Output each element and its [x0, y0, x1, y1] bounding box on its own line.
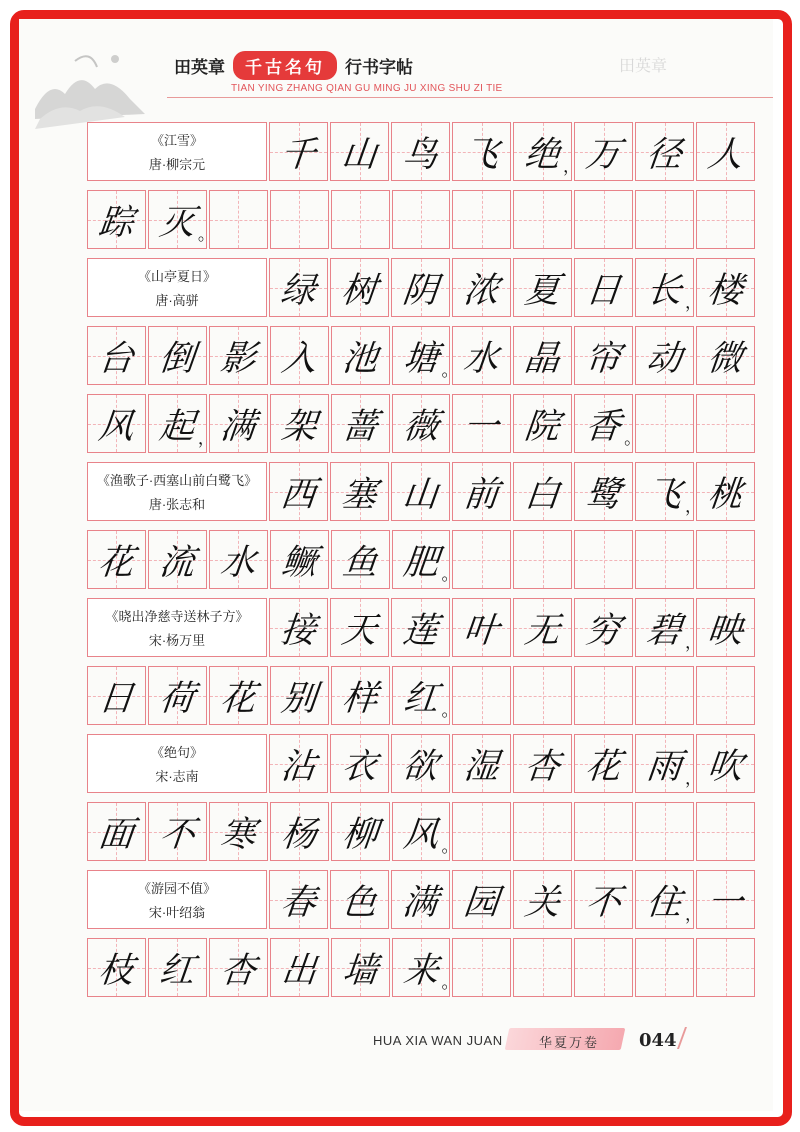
grid-cell [513, 190, 572, 249]
calligraphy-character: 池 [340, 338, 380, 379]
calligraphy-character: 无 [522, 610, 562, 651]
calligraphy-character: 飞 [461, 134, 501, 175]
grid-cell [574, 598, 633, 657]
grid-cell [392, 326, 459, 385]
grid-cell [392, 938, 459, 997]
grid-cell [513, 530, 572, 589]
grid-cell [696, 598, 755, 657]
calligraphy-character: 花 [96, 542, 136, 583]
calligraphy-character: 长 [644, 270, 684, 311]
grid-cell [696, 462, 755, 521]
calligraphy-character: 杨 [279, 814, 319, 855]
grid-cell [269, 122, 328, 181]
grid-cell [574, 258, 633, 317]
poem-author: 宋·杨万里 [148, 633, 206, 648]
grid-cell [209, 394, 268, 453]
grid-cell [209, 530, 268, 589]
grid-cell [696, 870, 755, 929]
calligraphy-character: 日 [96, 678, 136, 719]
grid-cell [635, 190, 694, 249]
calligraphy-character: 天 [339, 610, 379, 651]
calligraphy-character: 花 [583, 746, 623, 787]
grid-cell [513, 870, 572, 929]
grid-row [87, 938, 755, 997]
grid-cell [270, 530, 329, 589]
poem-title-box [87, 598, 267, 657]
punctuation-mark: 。 [441, 361, 459, 381]
grid-cell [452, 122, 511, 181]
grid-cell [331, 394, 390, 453]
grid-cell [452, 734, 511, 793]
calligraphy-character: 蔷 [340, 406, 380, 447]
calligraphy-character: 住 [644, 882, 684, 923]
grid-cell [574, 870, 633, 929]
calligraphy-character: 肥 [401, 542, 441, 583]
calligraphy-character: 灭 [157, 202, 197, 243]
grid-cell [331, 530, 390, 589]
grid-cell [269, 870, 328, 929]
poem-title-box [87, 462, 267, 521]
calligraphy-character: 园 [461, 882, 501, 923]
calligraphy-character: 前 [461, 474, 501, 515]
calligraphy-character: 万 [583, 134, 623, 175]
calligraphy-character: 薇 [401, 406, 441, 447]
grid-cell [148, 666, 207, 725]
poem-author: 唐·张志和 [148, 497, 206, 512]
poem-author: 宋·志南 [155, 769, 199, 784]
poem-author: 唐·高骈 [155, 293, 199, 308]
grid-cell [270, 938, 329, 997]
calligraphy-character: 桃 [705, 474, 745, 515]
grid-cell [635, 462, 702, 521]
grid-cell [331, 802, 390, 861]
grid-cell [696, 258, 755, 317]
grid-cell [209, 666, 268, 725]
grid-cell [452, 190, 511, 249]
header-book-title: 行书字帖 [345, 57, 413, 78]
calligraphy-character: 塘 [401, 338, 441, 379]
punctuation-mark: ， [685, 497, 702, 517]
calligraphy-character: 水 [218, 542, 258, 583]
poem-author: 唐·柳宗元 [148, 157, 206, 172]
grid-cell [392, 394, 451, 453]
grid-cell [148, 326, 207, 385]
calligraphy-character: 山 [339, 134, 379, 175]
calligraphy-character: 莲 [400, 610, 440, 651]
calligraphy-character: 帘 [583, 338, 623, 379]
grid-cell [696, 666, 755, 725]
poem-title: 《晓出净慈寺送林子方》 [105, 609, 249, 624]
grid-cell [696, 802, 755, 861]
grid-cell [635, 938, 694, 997]
calligraphy-character: 欲 [400, 746, 440, 787]
calligraphy-character: 不 [157, 814, 197, 855]
grid-cell [87, 190, 146, 249]
grid-cell [330, 462, 389, 521]
calligraphy-character: 别 [279, 678, 319, 719]
calligraphy-character: 来 [401, 950, 441, 991]
grid-cell [269, 258, 328, 317]
grid-row [87, 870, 755, 929]
grid-cell [270, 394, 329, 453]
calligraphy-character: 流 [157, 542, 197, 583]
grid-cell [452, 938, 511, 997]
grid-cell [696, 530, 755, 589]
grid-cell [331, 666, 390, 725]
grid-cell [513, 462, 572, 521]
calligraphy-character: 微 [705, 338, 745, 379]
calligraphy-character: 院 [522, 406, 563, 447]
punctuation-mark: 。 [441, 837, 459, 857]
calligraphy-character: 不 [583, 882, 623, 923]
grid-cell [148, 394, 215, 453]
grid-cell [635, 326, 694, 385]
calligraphy-character: 西 [278, 474, 318, 515]
header-author: 田英章 [174, 57, 225, 78]
grid-row [87, 394, 755, 453]
grid-cell [635, 870, 702, 929]
grid-cell [513, 734, 572, 793]
grid-cell [574, 734, 633, 793]
grid-cell [574, 190, 633, 249]
calligraphy-character: 鸟 [400, 134, 440, 175]
header-show-through-text: 田英章 [619, 56, 668, 75]
grid-cell [452, 394, 511, 453]
grid-cell [87, 326, 146, 385]
grid-row [87, 598, 755, 657]
punctuation-mark: ， [563, 157, 580, 177]
grid-cell [87, 530, 146, 589]
calligraphy-character: 入 [279, 338, 319, 379]
poem-author: 宋·叶绍翁 [148, 905, 206, 920]
grid-cell [270, 190, 329, 249]
grid-row [87, 190, 755, 249]
calligraphy-character: 绝 [522, 134, 562, 175]
grid-cell [148, 190, 215, 249]
grid-cell [696, 734, 755, 793]
grid-cell [513, 258, 572, 317]
calligraphy-character: 墙 [340, 950, 380, 991]
grid-cell [635, 394, 694, 453]
grid-cell [87, 666, 146, 725]
grid-row [87, 462, 755, 521]
calligraphy-character: 人 [705, 134, 745, 175]
calligraphy-character: 一 [705, 882, 745, 923]
footer-publisher-english: HUA XIA WAN JUAN [373, 1033, 503, 1048]
grid-cell [391, 598, 450, 657]
poem-title-box [87, 258, 267, 317]
grid-cell [392, 802, 459, 861]
calligraphy-character: 鱼 [340, 542, 380, 583]
punctuation-mark: 。 [197, 225, 215, 245]
calligraphy-character: 满 [218, 406, 258, 447]
grid-cell [696, 326, 755, 385]
calligraphy-character: 碧 [644, 610, 684, 651]
grid-cell [635, 530, 694, 589]
grid-cell [696, 190, 755, 249]
poem-title: 《绝句》 [150, 745, 203, 760]
calligraphy-character: 荷 [157, 678, 197, 719]
grid-cell [269, 598, 328, 657]
punctuation-mark: ， [685, 633, 702, 653]
grid-cell [635, 802, 694, 861]
grid-cell [87, 802, 146, 861]
calligraphy-character: 沾 [278, 746, 318, 787]
grid-cell [574, 802, 633, 861]
grid-cell [513, 802, 572, 861]
calligraphy-character: 晶 [522, 338, 563, 379]
grid-cell [209, 190, 268, 249]
poem-title: 《山亭夏日》 [137, 269, 216, 284]
calligraphy-character: 湿 [461, 746, 501, 787]
header-pinyin: TIAN YING ZHANG QIAN GU MING JU XING SHU ZI TIE [231, 83, 503, 94]
calligraphy-character: 影 [218, 338, 258, 379]
calligraphy-character: 山 [400, 474, 440, 515]
calligraphy-character: 鳜 [279, 542, 319, 583]
calligraphy-character: 千 [278, 134, 318, 175]
grid-cell [635, 122, 694, 181]
grid-cell [696, 938, 755, 997]
grid-cell [513, 122, 580, 181]
grid-cell [452, 870, 511, 929]
calligraphy-character: 鹭 [583, 474, 623, 515]
calligraphy-character: 白 [522, 474, 562, 515]
calligraphy-character: 一 [461, 406, 502, 447]
calligraphy-character: 叶 [461, 610, 501, 651]
calligraphy-character: 样 [340, 678, 380, 719]
grid-cell [452, 666, 511, 725]
calligraphy-character: 绿 [278, 270, 318, 311]
calligraphy-character: 起 [157, 406, 197, 447]
calligraphy-character: 风 [96, 406, 136, 447]
grid-cell [330, 258, 389, 317]
calligraphy-character: 枝 [96, 950, 136, 991]
grid-cell [148, 938, 207, 997]
calligraphy-character: 花 [218, 678, 258, 719]
calligraphy-character: 映 [705, 610, 745, 651]
poem-title: 《游园不值》 [137, 881, 216, 896]
calligraphy-character: 径 [644, 134, 684, 175]
grid-cell [635, 666, 694, 725]
calligraphy-character: 杏 [522, 746, 562, 787]
grid-row [87, 802, 755, 861]
calligraphy-character: 穷 [583, 610, 623, 651]
grid-cell [574, 122, 633, 181]
punctuation-mark: ， [197, 429, 215, 449]
calligraphy-character: 衣 [339, 746, 379, 787]
grid-cell [574, 666, 633, 725]
poem-title: 《江雪》 [150, 133, 203, 148]
grid-cell [392, 530, 459, 589]
grid-cell [87, 938, 146, 997]
poem-title: 《渔歌子·西塞山前白鹭飞》 [96, 473, 258, 488]
page-number: 044 [639, 1030, 677, 1051]
punctuation-mark: ， [685, 293, 702, 313]
grid-cell [513, 394, 572, 453]
grid-cell [148, 802, 207, 861]
grid-row [87, 530, 755, 589]
footer-publisher-chinese: 华夏万卷 [539, 1036, 600, 1051]
calligraphy-character: 风 [401, 814, 441, 855]
grid-cell [452, 258, 511, 317]
calligraphy-character: 雨 [644, 746, 684, 787]
punctuation-mark: 。 [624, 429, 642, 449]
grid-cell [87, 394, 146, 453]
grid-cell [331, 326, 390, 385]
grid-cell [635, 598, 702, 657]
calligraphy-character: 踪 [96, 202, 136, 243]
grid-cell [574, 394, 642, 453]
calligraphy-character: 阴 [400, 270, 440, 311]
grid-cell [330, 870, 389, 929]
grid-cell [209, 938, 268, 997]
calligraphy-character: 水 [461, 338, 502, 379]
grid-cell [452, 530, 511, 589]
calligraphy-character: 倒 [157, 338, 197, 379]
grid-cell [696, 122, 755, 181]
calligraphy-character: 柳 [340, 814, 380, 855]
grid-cell [270, 666, 329, 725]
grid-cell [269, 734, 328, 793]
grid-cell [574, 530, 633, 589]
grid-cell [392, 190, 451, 249]
grid-cell [391, 870, 450, 929]
grid-cell [148, 530, 207, 589]
grid-cell [513, 938, 572, 997]
grid-cell [513, 598, 572, 657]
calligraphy-character: 关 [522, 882, 562, 923]
grid-cell [209, 326, 268, 385]
calligraphy-character: 浓 [461, 270, 501, 311]
grid-row [87, 122, 755, 181]
grid-cell [513, 326, 572, 385]
punctuation-mark: ， [685, 905, 702, 925]
grid-cell [635, 258, 702, 317]
grid-cell [513, 666, 572, 725]
grid-cell [696, 394, 755, 453]
calligraphy-character: 杏 [218, 950, 258, 991]
poem-title-box [87, 870, 267, 929]
calligraphy-character: 动 [644, 338, 684, 379]
grid-cell [392, 666, 459, 725]
grid-cell [270, 802, 329, 861]
calligraphy-character: 色 [339, 882, 379, 923]
calligraphy-character: 飞 [644, 474, 684, 515]
copybook-page [19, 19, 773, 1111]
grid-cell [391, 122, 450, 181]
calligraphy-character: 红 [157, 950, 197, 991]
punctuation-mark: 。 [441, 701, 459, 721]
calligraphy-character: 接 [278, 610, 318, 651]
grid-cell [574, 326, 633, 385]
calligraphy-character: 树 [339, 270, 379, 311]
calligraphy-character: 塞 [339, 474, 379, 515]
grid-cell [452, 802, 511, 861]
header-series-seal: 千古名句 [233, 51, 337, 80]
grid-cell [452, 462, 511, 521]
punctuation-mark: ， [685, 769, 702, 789]
calligraphy-character: 红 [401, 678, 441, 719]
calligraphy-character: 满 [400, 882, 440, 923]
grid-cell [331, 190, 390, 249]
grid-cell [270, 326, 329, 385]
grid-cell [574, 938, 633, 997]
header-divider [167, 97, 773, 98]
grid-cell [269, 462, 328, 521]
punctuation-mark: 。 [441, 565, 459, 585]
calligraphy-character: 夏 [522, 270, 562, 311]
poem-title-box [87, 122, 267, 181]
grid-cell [331, 938, 390, 997]
punctuation-mark: 。 [441, 973, 459, 993]
calligraphy-character: 出 [279, 950, 319, 991]
grid-row [87, 666, 755, 725]
calligraphy-character: 春 [278, 882, 318, 923]
poem-title-box [87, 734, 267, 793]
calligraphy-character: 架 [279, 406, 319, 447]
grid-cell [574, 462, 633, 521]
grid-cell [330, 598, 389, 657]
grid-cell [209, 802, 268, 861]
grid-cell [330, 122, 389, 181]
footer-slash [677, 1027, 687, 1049]
calligraphy-character: 吹 [705, 746, 745, 787]
grid-cell [391, 258, 450, 317]
calligraphy-character: 台 [96, 338, 136, 379]
calligraphy-character: 楼 [705, 270, 745, 311]
grid-cell [330, 734, 389, 793]
calligraphy-character: 寒 [218, 814, 258, 855]
grid-cell [452, 326, 511, 385]
calligraphy-character: 面 [96, 814, 136, 855]
header-title [174, 50, 413, 80]
calligraphy-character: 日 [583, 270, 623, 311]
grid-cell [452, 598, 511, 657]
grid-row [87, 258, 755, 317]
grid-cell [391, 462, 450, 521]
grid-row [87, 326, 755, 385]
calligraphy-character: 香 [583, 406, 623, 447]
grid-cell [635, 734, 702, 793]
grid-row [87, 734, 755, 793]
grid-cell [391, 734, 450, 793]
